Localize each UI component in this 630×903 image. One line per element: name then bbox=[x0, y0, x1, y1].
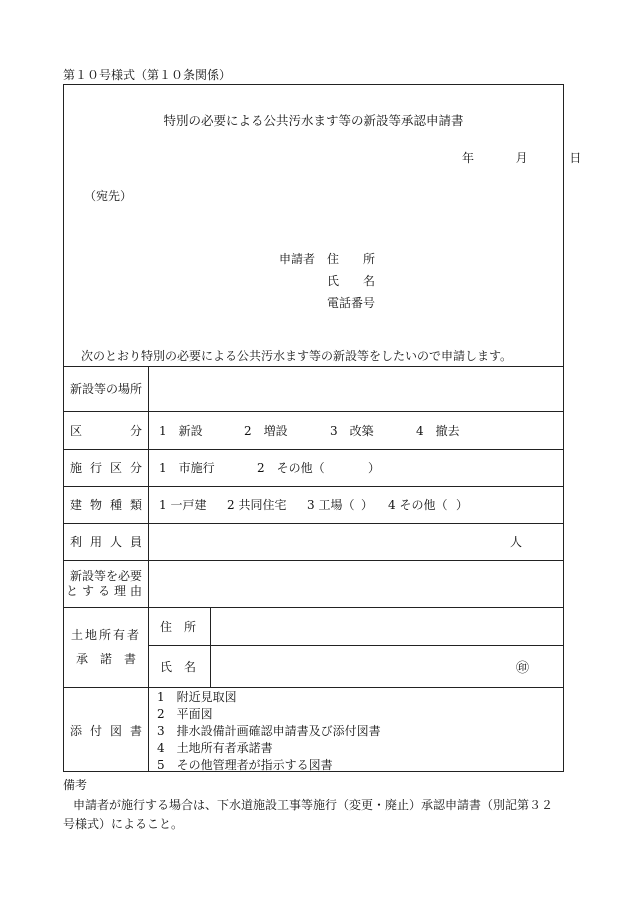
construction-option-city[interactable]: 1 市施行 bbox=[159, 461, 215, 475]
applicant-label: 申請者 bbox=[279, 252, 316, 266]
construction-options bbox=[159, 449, 380, 486]
category-option-new[interactable]: 1 新設 bbox=[159, 423, 203, 438]
date-year: 年 bbox=[462, 151, 475, 165]
attachment-item: 2 平面図 bbox=[157, 707, 213, 721]
attachment-item: 3 排水設備計画確認申請書及び添付図書 bbox=[157, 724, 381, 738]
form-number: 第１０号様式（第１０条関係） bbox=[63, 68, 232, 82]
building-option-apartment[interactable]: 2 共同住宅 bbox=[227, 498, 287, 512]
date-day: 日 bbox=[569, 151, 582, 165]
reason-field[interactable] bbox=[154, 560, 557, 607]
category-option-rebuild[interactable]: 3 改築 bbox=[330, 423, 374, 438]
category-label: 区 分 bbox=[70, 423, 142, 438]
attachment-item: 1 附近見取図 bbox=[157, 690, 237, 704]
users-unit: 人 bbox=[510, 535, 523, 549]
attachments-list bbox=[157, 689, 381, 774]
applicant-name-label: 氏 名 bbox=[327, 274, 376, 288]
building-option-detached[interactable]: 1 一戸建 bbox=[159, 498, 207, 512]
building-label: 建 物 種 類 bbox=[70, 498, 142, 512]
landowner-label: 土地所有者 承 諾 書 bbox=[70, 628, 141, 666]
building-factory-close: ） bbox=[361, 498, 374, 512]
applicant-block bbox=[279, 248, 375, 314]
form-title: 特別の必要による公共汚水ます等の新設等承認申請書 bbox=[163, 113, 464, 128]
construction-close-paren: ） bbox=[368, 461, 381, 475]
landowner-name-label: 氏 名 bbox=[160, 659, 197, 674]
location-label: 新設等の場所 bbox=[69, 382, 142, 396]
landowner-address-label: 住 所 bbox=[160, 619, 197, 634]
construction-option-other[interactable]: 2 その他（ bbox=[257, 461, 325, 475]
attachments-label: 添 付 図 書 bbox=[70, 723, 142, 738]
construction-label: 施 行 区 分 bbox=[70, 461, 142, 475]
date-line bbox=[462, 149, 581, 166]
application-form bbox=[63, 84, 582, 772]
category-option-remove[interactable]: 4 撤去 bbox=[416, 423, 460, 438]
attachment-item: 4 土地所有者承諾書 bbox=[157, 741, 273, 755]
seal-mark: ㊞ bbox=[516, 660, 530, 676]
category-option-expand[interactable]: 2 増設 bbox=[244, 423, 288, 438]
application-statement: 次のとおり特別の必要による公共汚水ます等の新設等をしたいので申請します。 bbox=[81, 349, 513, 363]
category-options bbox=[159, 411, 460, 449]
attachment-item: 5 その他管理者が指示する図書 bbox=[157, 758, 333, 772]
location-field[interactable] bbox=[154, 366, 557, 411]
addressee: （宛先） bbox=[84, 189, 133, 203]
applicant-address-label: 住 所 bbox=[327, 252, 376, 266]
building-option-factory[interactable]: 3 工場（ bbox=[307, 498, 355, 512]
date-month: 月 bbox=[515, 151, 528, 165]
users-label: 利 用 人 員 bbox=[70, 535, 142, 549]
building-other-close: ） bbox=[456, 498, 469, 512]
remarks-title: 備考 bbox=[63, 778, 88, 792]
reason-label: 新設等を必要 とする理由 bbox=[65, 568, 146, 598]
building-options bbox=[159, 486, 468, 523]
building-option-other[interactable]: 4 その他（ bbox=[388, 498, 448, 512]
remarks-text: 申請者が施行する場合は、下水道施設工事等施行（変更・廃止）承認申請書（別記第３２号様式）によること。 bbox=[63, 798, 554, 831]
applicant-phone-label: 電話番号 bbox=[327, 296, 376, 310]
